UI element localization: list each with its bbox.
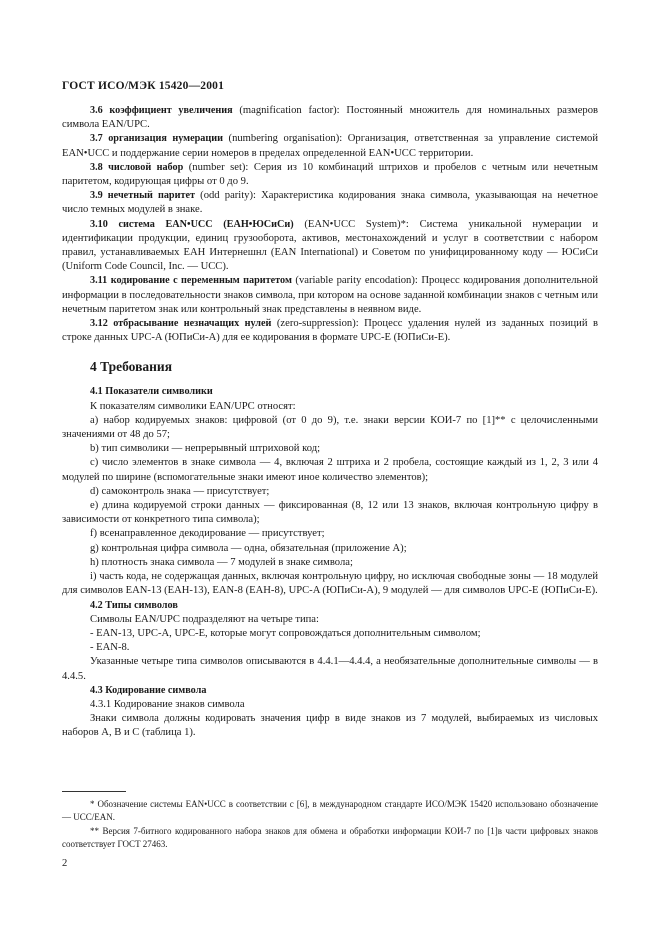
paragraph <box>62 274 598 317</box>
paragraph <box>62 400 598 414</box>
paragraph <box>62 570 598 598</box>
paragraph <box>62 317 598 345</box>
definition-term: 3.8 числовой набор <box>90 161 184 173</box>
paragraph <box>62 655 598 683</box>
paragraph <box>62 442 598 456</box>
definition-term: 3.10 система EAN•UCC (EAH•ЮСиСи) <box>90 218 294 230</box>
paragraph <box>62 698 598 712</box>
paragraph <box>62 499 598 527</box>
paragraph-text: (number set): Серия из 10 комбинаций штрихов и пробелов с четным или нечетным паритетом, кодирующая цифры от 0 до 9. <box>62 161 598 188</box>
footnote: ** Версия 7-битного кодированного набора знаков для обмена и обработки информации КОИ-7 по [1]в части цифровых знаков соответствует ГОСТ 27463. <box>62 825 598 850</box>
definition-term: 3.12 отбрасывание незначащих нулей <box>90 318 272 330</box>
paragraph-text: 4.3.1 Кодирование знаков символа <box>90 698 245 710</box>
document-body <box>62 104 598 741</box>
paragraph-text: h) плотность знака символа — 7 модулей в знаке символа; <box>90 556 353 568</box>
footnotes <box>62 798 598 852</box>
paragraph-text: - EAN-8. <box>90 642 130 654</box>
paragraph-text: - EAN-13, UPC-A, UPC-E, которые могут сопровождаться дополнительным символом; <box>90 627 481 639</box>
paragraph <box>62 456 598 484</box>
paragraph-text: а) набор кодируемых знаков: цифровой (от 0 до 9), т.е. знаки версии КОИ-7 по [1]** с целочисленными значениями от 48 до 57; <box>62 414 598 441</box>
paragraph-text: Знаки символа должны кодировать значения цифр в виде знаков из 7 модулей, выбираемых из числовых наборов А, В и С (таблица 1). <box>62 713 598 739</box>
subsection-heading: 4.3 Кодирование символа <box>90 684 207 696</box>
page-header: ГОСТ ИСО/МЭК 15420—2001 <box>62 80 225 92</box>
paragraph-text: К показателям символики EAN/UPC относят: <box>90 400 296 412</box>
paragraph <box>62 485 598 499</box>
paragraph <box>62 542 598 556</box>
paragraph <box>62 527 598 541</box>
paragraph-text: Символы EAN/UPC подразделяют на четыре типа: <box>90 613 319 625</box>
paragraph <box>62 104 598 132</box>
paragraph <box>62 556 598 570</box>
paragraph-text: Указанные четыре типа символов описываются в 4.4.1—4.4.4, а необязательные дополнительные символы — в 4.4.5. <box>62 656 598 682</box>
paragraph-text: (EAN•UCC System)*: Система уникальной нумерации и идентификации продукции, единиц грузооборота, активов, местонахождений и услуг в соответствии с набором правил, устанавливаемых ЕАН Интернешнл (EAN International) и Советом по унифицированному коду — ЮСиСи (Uniform Code Council, Inc. — UCC). <box>62 218 598 273</box>
subsection-heading: 4.2 Типы символов <box>90 599 178 611</box>
paragraph-text: (magnification factor): Постоянный множитель для номинальных размеров символа EAN/UPC. <box>62 105 598 131</box>
footnote: * Обозначение системы EAN•UCC в соответствии с [6], в международном стандарте ИСО/МЭК 15420 использовано обозначение — UCC/EAN. <box>62 799 598 823</box>
subsection-heading: 4.1 Показатели символики <box>90 386 213 398</box>
paragraph-text: (zero-suppression): Процесс удаления нулей из заданных позиций в строке данных UPC-A (ЮПиСи-А) для ее кодирования в формате UPC-E (ЮПиСи-Е). <box>62 318 598 344</box>
paragraph <box>62 161 598 189</box>
paragraph <box>62 613 598 627</box>
paragraph <box>62 712 598 740</box>
definition-term: 3.9 нечетный паритет <box>90 190 196 202</box>
paragraph <box>62 641 598 655</box>
paragraph-text: d) самоконтроль знака — присутствует; <box>90 485 270 497</box>
paragraph <box>62 189 598 217</box>
section-heading: 4 Требования <box>90 359 173 375</box>
paragraph-text: b) тип символики — непрерывный штриховой код; <box>90 443 321 455</box>
paragraph <box>62 218 598 275</box>
paragraph-text: c) число элементов в знаке символа — 4, включая 2 штриха и 2 пробела, состоящие каждый из 1, 2, 3 или 4 модулей по ширине (вспомогательные знаки имеют иное количество элементов); <box>62 457 598 483</box>
definition-term: 3.11 кодирование с переменным паритетом <box>90 275 292 287</box>
paragraph <box>62 414 598 442</box>
paragraph-text: (odd parity): Характеристика кодирования знака символа, указывающая на нечетное число темных модулей в знаке. <box>62 190 598 216</box>
paragraph-text: (numbering organisation): Организация, ответственная за управление системой EAN•UCC и поддержание серии номеров в пределах определенной EAN•UCC территории. <box>62 133 598 159</box>
paragraph-text: е) длина кодируемой строки данных — фиксированная (8, 12 или 13 знаков, включая контрольную цифру в зависимости от конкретного типа символа); <box>62 500 598 526</box>
paragraph <box>62 132 598 160</box>
footnote-separator <box>62 791 126 792</box>
paragraph-text: g) контрольная цифра символа — одна, обязательная (приложение А); <box>90 542 407 554</box>
definition-term: 3.7 организация нумерации <box>90 133 223 145</box>
paragraph <box>62 627 598 641</box>
paragraph-text: (variable parity encodation): Процесс кодирования дополнительной информации в последовательности знаков символа, при котором на основе заданной комбинации знаков с четным или нечетным паритетом знак или контрольный знак представлены в неявном виде. <box>62 275 598 315</box>
page-number: 2 <box>62 858 68 869</box>
paragraph-text: f) всенаправленное декодирование — присутствует; <box>90 528 325 540</box>
definition-term: 3.6 коэффициент увеличения <box>90 105 233 116</box>
paragraph-text: i) часть кода, не содержащая данных, включая контрольную цифру, но исключая свободные зоны — 18 модулей для символов EAN-13 (EAH-13), EAN-8 (EAH-8), UPC-A (ЮПиСи-А), 9 модулей — для символов UPC-E (ЮПиСи-Е). <box>62 571 598 597</box>
